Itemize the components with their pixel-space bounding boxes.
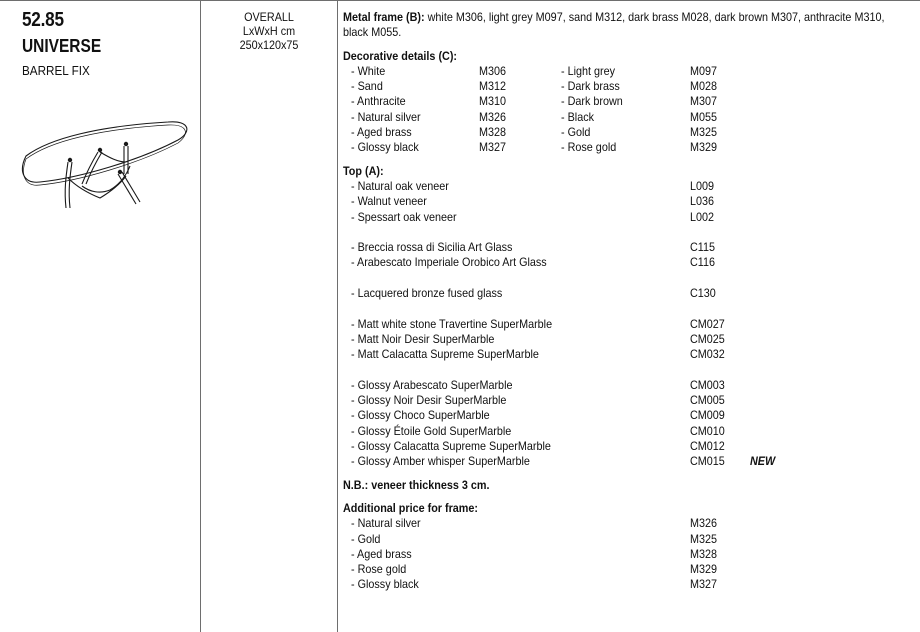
top-row (343, 393, 915, 408)
additional-list (343, 516, 915, 592)
column-divider-1 (200, 0, 201, 632)
metal-frame-title: Metal frame (B): (343, 10, 425, 24)
top-row (343, 439, 915, 454)
dimensions-column (202, 10, 336, 52)
finish-name: - Sand (351, 79, 383, 94)
top-row (343, 210, 915, 225)
top-row (343, 240, 915, 255)
finish-code: M325 (690, 531, 718, 546)
top-name: - Walnut veneer (351, 194, 427, 209)
finish-code: M327 (690, 577, 718, 592)
top-name: - Glossy Arabescato SuperMarble (351, 377, 513, 392)
top-row (343, 194, 915, 209)
product-name: UNIVERSE (22, 36, 102, 56)
finish-code: M307 (690, 94, 718, 109)
finish-name: - Rose gold (351, 562, 407, 577)
additional-row (343, 516, 915, 531)
finish-name: - Gold (351, 531, 381, 546)
top-name: - Glossy Choco SuperMarble (351, 408, 490, 423)
top-code: CM032 (690, 347, 725, 362)
top-matt-marble-list (343, 317, 915, 363)
finish-name: - Light grey (561, 63, 616, 78)
top-code: L009 (690, 178, 715, 193)
finish-code: M326 (690, 516, 718, 531)
top-name: - Arabescato Imperiale Orobico Art Glass (351, 255, 547, 270)
top-name: - Glossy Amber whisper SuperMarble (351, 454, 530, 469)
top-row (343, 424, 915, 439)
finishes-column (343, 10, 915, 593)
metal-frame-paragraph (343, 10, 910, 41)
additional-row (343, 547, 915, 562)
top-code: CM003 (690, 377, 725, 392)
column-divider-2 (337, 0, 338, 632)
top-glossy-marble-list (343, 378, 915, 470)
top-name: - Matt Noir Desir SuperMarble (351, 331, 495, 346)
top-code: L002 (690, 209, 715, 224)
finish-name: - White (351, 63, 386, 78)
top-code: C116 (690, 255, 716, 270)
decorative-row (343, 94, 915, 109)
top-code: L036 (690, 194, 715, 209)
finish-code: M306 (479, 63, 507, 78)
top-code: C115 (690, 240, 716, 255)
additional-row (343, 562, 915, 577)
new-badge: NEW (750, 454, 776, 469)
finish-name: - Black (561, 109, 595, 124)
finish-name: - Glossy black (351, 140, 419, 155)
top-code: CM010 (690, 423, 725, 438)
additional-row (343, 532, 915, 547)
finish-code: M329 (690, 562, 718, 577)
top-row (343, 378, 915, 393)
product-code: 52.85 (22, 9, 64, 31)
top-name: - Glossy Calacatta Supreme SuperMarble (351, 439, 551, 454)
dimensions-label: OVERALL (244, 10, 294, 24)
top-row (343, 286, 915, 301)
table-drawing (20, 118, 196, 218)
dimensions-value: 250x120x75 (239, 38, 299, 52)
top-row (343, 347, 915, 362)
top-veneer-list (343, 179, 915, 225)
decorative-row (343, 64, 915, 79)
top-code: CM015 (690, 454, 725, 469)
product-variant: BARREL FIX (22, 63, 90, 78)
top-name: - Natural oak veneer (351, 178, 449, 193)
top-code: CM025 (690, 331, 725, 346)
additional-title: Additional price for frame: (343, 500, 479, 515)
finish-code: M325 (690, 125, 718, 140)
decorative-title: Decorative details (C): (343, 48, 458, 63)
finish-name: - Gold (561, 125, 591, 140)
finish-name: - Natural silver (351, 516, 421, 531)
finish-name: - Glossy black (351, 577, 419, 592)
top-row (343, 255, 915, 270)
top-name: - Glossy Noir Desir SuperMarble (351, 393, 507, 408)
top-name: - Matt white stone Travertine SuperMarble (351, 316, 553, 331)
finish-name: - Aged brass (351, 546, 412, 561)
additional-row (343, 577, 915, 592)
decorative-row (343, 79, 915, 94)
decorative-row (343, 125, 915, 140)
veneer-note: N.B.: veneer thickness 3 cm. (343, 477, 490, 492)
finish-name: - Rose gold (561, 140, 617, 155)
finish-code: M326 (479, 109, 507, 124)
top-border (0, 0, 920, 1)
top-name: - Matt Calacatta Supreme SuperMarble (351, 347, 539, 362)
top-name: - Spessart oak veneer (351, 209, 457, 224)
top-code: CM027 (690, 316, 725, 331)
finish-code: M097 (690, 63, 718, 78)
decorative-row (343, 110, 915, 125)
finish-name: - Aged brass (351, 125, 412, 140)
finish-code: M055 (690, 109, 718, 124)
top-art-glass-list (343, 240, 915, 271)
finish-name: - Dark brown (561, 94, 623, 109)
finish-name: - Dark brass (561, 79, 620, 94)
decorative-row (343, 140, 915, 155)
top-row (343, 332, 915, 347)
top-name: - Breccia rossa di Sicilia Art Glass (351, 240, 513, 255)
top-code: CM009 (690, 408, 725, 423)
finish-code: M328 (690, 546, 718, 561)
top-row (343, 317, 915, 332)
finish-code: M312 (479, 79, 507, 94)
metal-frame-text: white M306, light grey M097, sand M312, dark brass M028, dark brown M307, anthracite M310, black M055. (343, 10, 885, 40)
top-title: Top (A): (343, 163, 384, 178)
product-column (22, 8, 200, 80)
top-row (343, 408, 915, 423)
decorative-list (343, 64, 915, 156)
top-name: - Glossy Étoile Gold SuperMarble (351, 423, 512, 438)
top-code: C130 (690, 286, 716, 301)
top-code: CM005 (690, 393, 725, 408)
dimensions-units: LxWxH cm (242, 24, 296, 38)
top-fused-glass-list (343, 286, 915, 301)
finish-code: M310 (479, 94, 507, 109)
finish-name: - Natural silver (351, 109, 421, 124)
finish-code: M028 (690, 79, 718, 94)
finish-code: M329 (690, 140, 718, 155)
finish-name: - Anthracite (351, 94, 406, 109)
top-row (343, 179, 915, 194)
top-row (343, 454, 915, 469)
top-code: CM012 (690, 439, 725, 454)
finish-code: M327 (479, 140, 507, 155)
finish-code: M328 (479, 125, 507, 140)
top-name: - Lacquered bronze fused glass (351, 286, 503, 301)
